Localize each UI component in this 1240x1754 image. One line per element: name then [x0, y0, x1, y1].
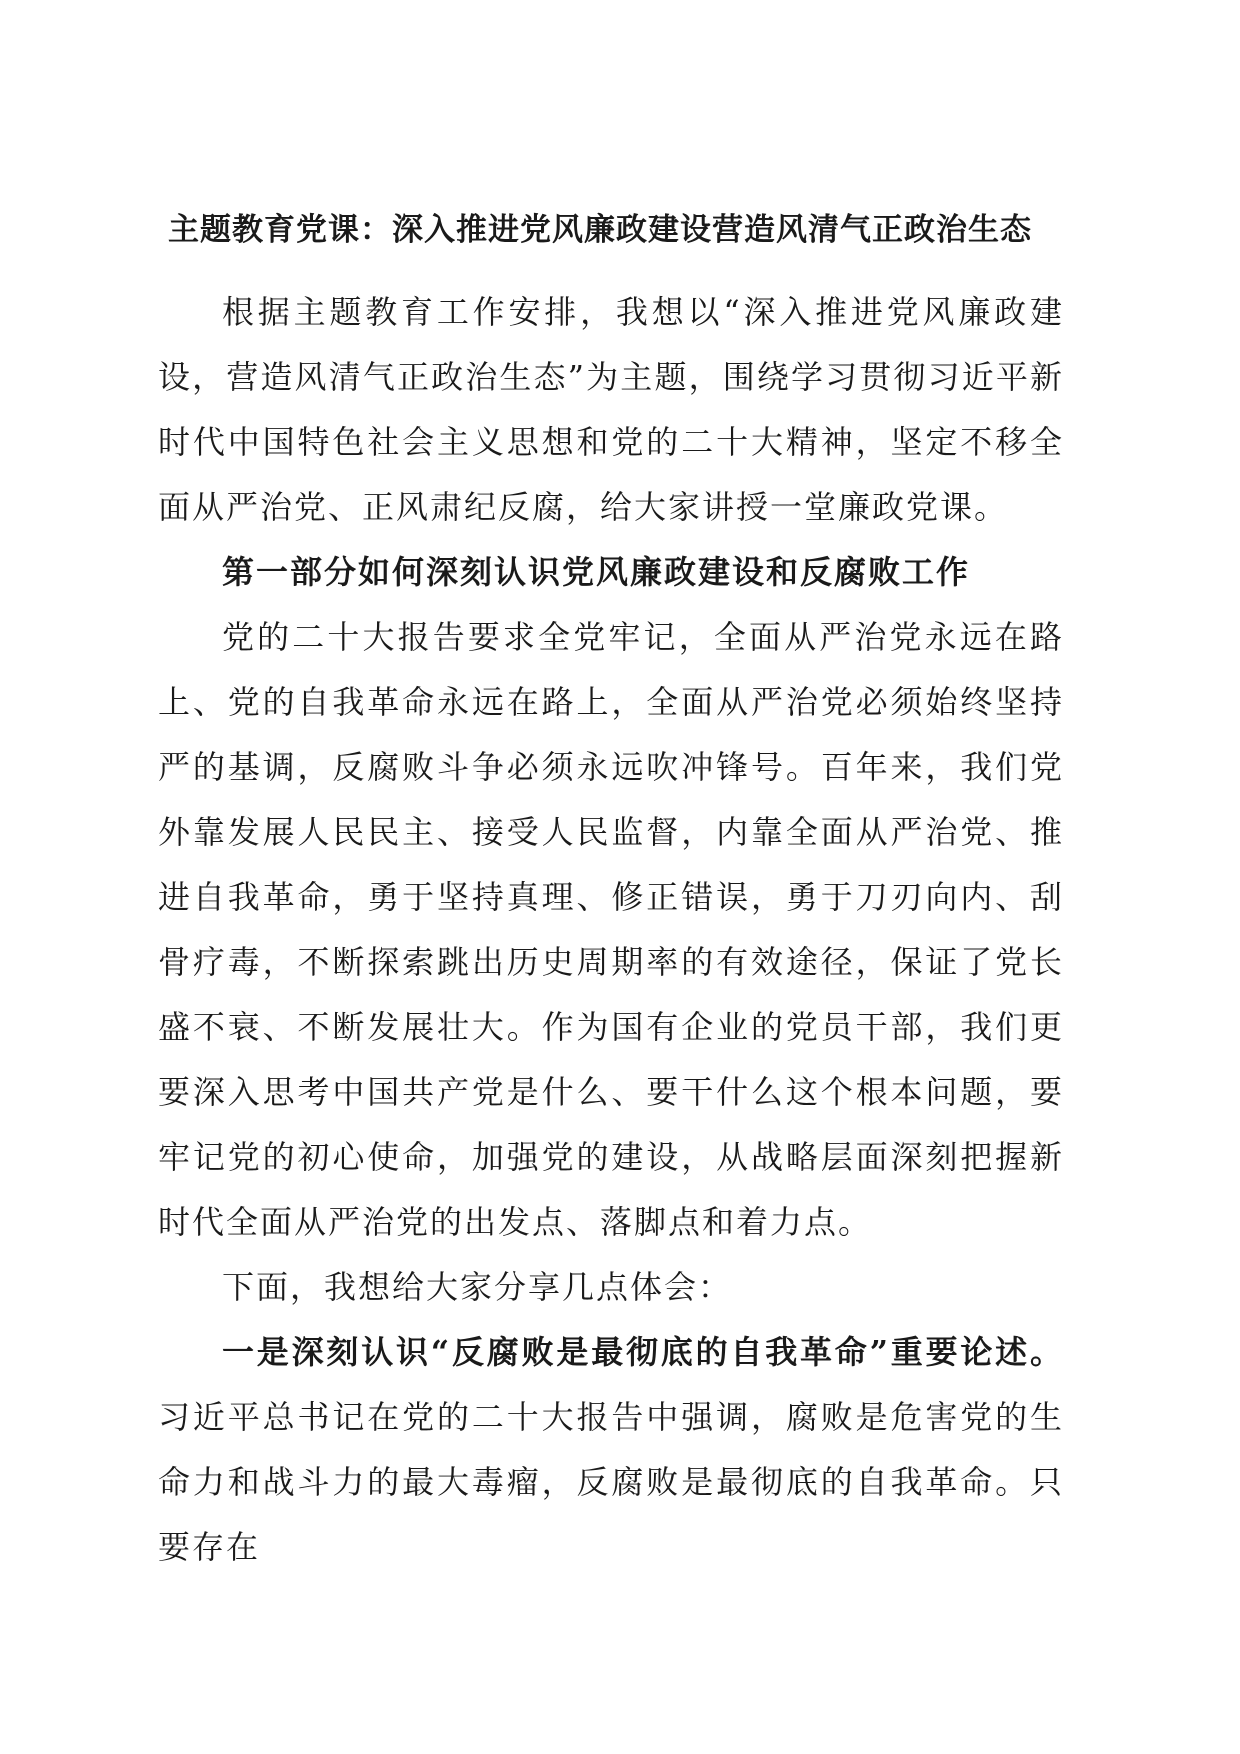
transition-paragraph: 下面，我想给大家分享几点体会： — [222, 1268, 733, 1306]
point-1-paragraph — [158, 1320, 1064, 1580]
section-1-heading: 第一部分如何深刻认识党风廉政建设和反腐败工作 — [222, 553, 971, 591]
point-1-lead: 一是深刻认识“反腐败是最彻底的自我革命”重要论述。 — [222, 1333, 1064, 1371]
point-1-body: 习近平总书记在党的二十大报告中强调，腐败是危害党的生命力和战斗力的最大毒瘤，反腐败是最彻底的自我革命。只要存在 — [158, 1398, 1064, 1566]
title-spacer — [158, 252, 1064, 280]
document-title: 主题教育党课：深入推进党风廉政建设营造风清气正政治生态 — [168, 212, 1032, 248]
section-1-paragraph: 党的二十大报告要求全党牢记，全面从严治党永远在路上、党的自我革命永远在路上，全面从严治党必须始终坚持严的基调，反腐败斗争必须永远吹冲锋号。百年来，我们党外靠发展人民民主、接受人民监督，内靠全面从严治党、推进自我革命，勇于坚持真理、修正错误，勇于刀刃向内、刮骨疗毒，不断探索跳出历史周期率的有效途径，保证了党长盛不衰、不断发展壮大。作为国有企业的党员干部，我们更要深入思考中国共产党是什么、要干什么这个根本问题，要牢记党的初心使命，加强党的建设，从战略层面深刻把握新时代全面从严治党的出发点、落脚点和着力点。 — [158, 618, 1064, 1241]
document-body — [158, 208, 1064, 1580]
intro-paragraph: 根据主题教育工作安排，我想以“深入推进党风廉政建设，营造风清气正政治生态”为主题，围绕学习贯彻习近平新时代中国特色社会主义思想和党的二十大精神，坚定不移全面从严治党、正风肃纪反腐，给大家讲授一堂廉政党课。 — [158, 293, 1064, 526]
